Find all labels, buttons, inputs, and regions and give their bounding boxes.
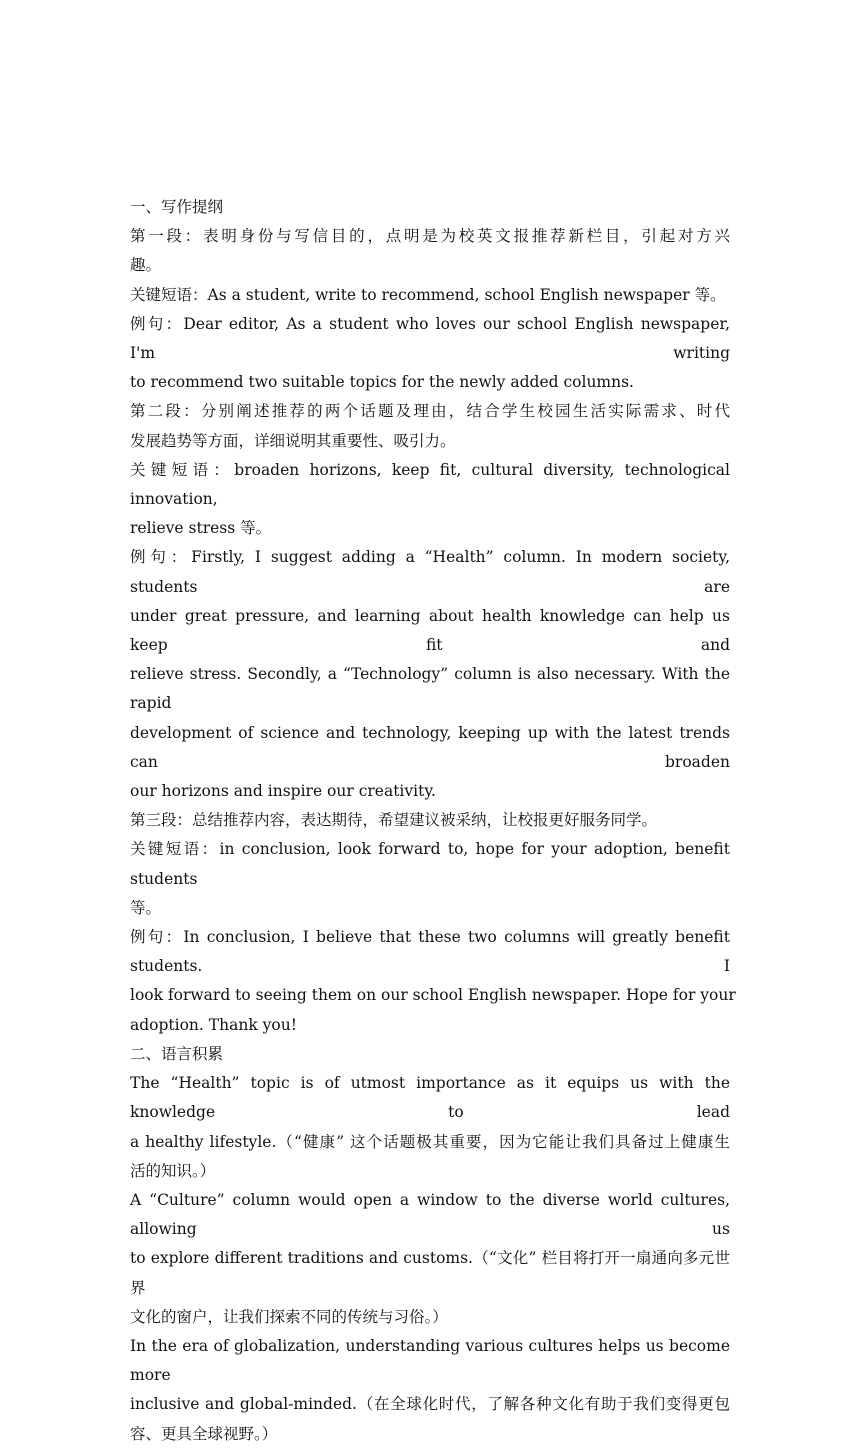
paragraph-one-description: 第一段：表明身份与写信目的，点明是为校英文报推荐新栏目，引起对方兴 xyxy=(130,227,730,246)
language-item-three-line-1: In the era of globalization, understanding various cultures helps us become more xyxy=(130,1336,730,1385)
key-phrases-two-line-1: 关键短语：broaden horizons, keep fit, cultural diversity, technological innovation, xyxy=(130,460,730,509)
example-two-line-5: our horizons and inspire our creativity. xyxy=(130,782,436,801)
language-item-two-line-2: to explore different traditions and customs.（“文化” 栏目将打开一扇通向多元世界 xyxy=(130,1249,730,1297)
example-two-line-3: relieve stress. Secondly, a “Technology” column is also necessary. With the rapid xyxy=(130,665,730,713)
section-heading-outline: 一、写作提纲 xyxy=(130,198,224,216)
paragraph-one-description-end: 趣。 xyxy=(130,256,162,275)
document-body xyxy=(130,193,736,1449)
section-heading-language: 二、语言积累 xyxy=(130,1044,224,1063)
language-item-one-line-2: a healthy lifestyle.（“健康” 这个话题极其重要，因为它能让我们具备过上健康生 xyxy=(130,1132,730,1151)
example-two-line-4: development of science and technology, keeping up with the latest trends can broaden xyxy=(130,723,730,771)
key-phrases-three-line-2: 等。 xyxy=(130,898,162,917)
key-phrases-one: 关键短语：As a student, write to recommend, school English newspaper 等。 xyxy=(130,285,726,304)
example-two-line-2: under great pressure, and learning about health knowledge can help us keep fit and xyxy=(130,606,730,655)
language-item-three-line-3: 容、更具全球视野。） xyxy=(130,1424,278,1443)
key-phrases-two-line-2: relieve stress 等。 xyxy=(130,519,272,538)
example-three-line-3: adoption. Thank you! xyxy=(130,1015,297,1034)
language-item-three-line-2: inclusive and global-minded.（在全球化时代，了解各种文化有助于我们变得更包 xyxy=(130,1395,730,1414)
example-three-line-1: 例句：In conclusion, I believe that these two columns will greatly benefit students. I xyxy=(130,928,730,976)
language-item-one-line-3: 活的知识。） xyxy=(130,1161,216,1180)
paragraph-two-description-end: 发展趋势等方面，详细说明其重要性、吸引力。 xyxy=(130,431,456,450)
example-one-line-1: 例句：Dear editor, As a student who loves our school English newspaper, I'm writing xyxy=(130,314,730,363)
paragraph-two-description: 第二段：分别阐述推荐的两个话题及理由，结合学生校园生活实际需求、时代 xyxy=(130,402,730,421)
example-three-line-2: look forward to seeing them on our school English newspaper. Hope for your xyxy=(130,986,736,1005)
language-item-two-line-1: A “Culture” column would open a window to the diverse world cultures, allowing us xyxy=(130,1190,730,1239)
language-item-one-line-1: The “Health” topic is of utmost importance as it equips us with the knowledge to lead xyxy=(130,1074,730,1122)
key-phrases-three-line-1: 关键短语：in conclusion, look forward to, hope for your adoption, benefit students xyxy=(130,840,730,888)
paragraph-three-description: 第三段：总结推荐内容，表达期待，希望建议被采纳，让校报更好服务同学。 xyxy=(130,811,658,830)
language-item-two-line-3: 文化的窗户，让我们探索不同的传统与习俗。） xyxy=(130,1307,448,1326)
example-one-line-2: to recommend two suitable topics for the newly added columns. xyxy=(130,373,634,392)
example-two-line-1: 例句：Firstly, I suggest adding a “Health” column. In modern society, students are xyxy=(130,548,730,596)
